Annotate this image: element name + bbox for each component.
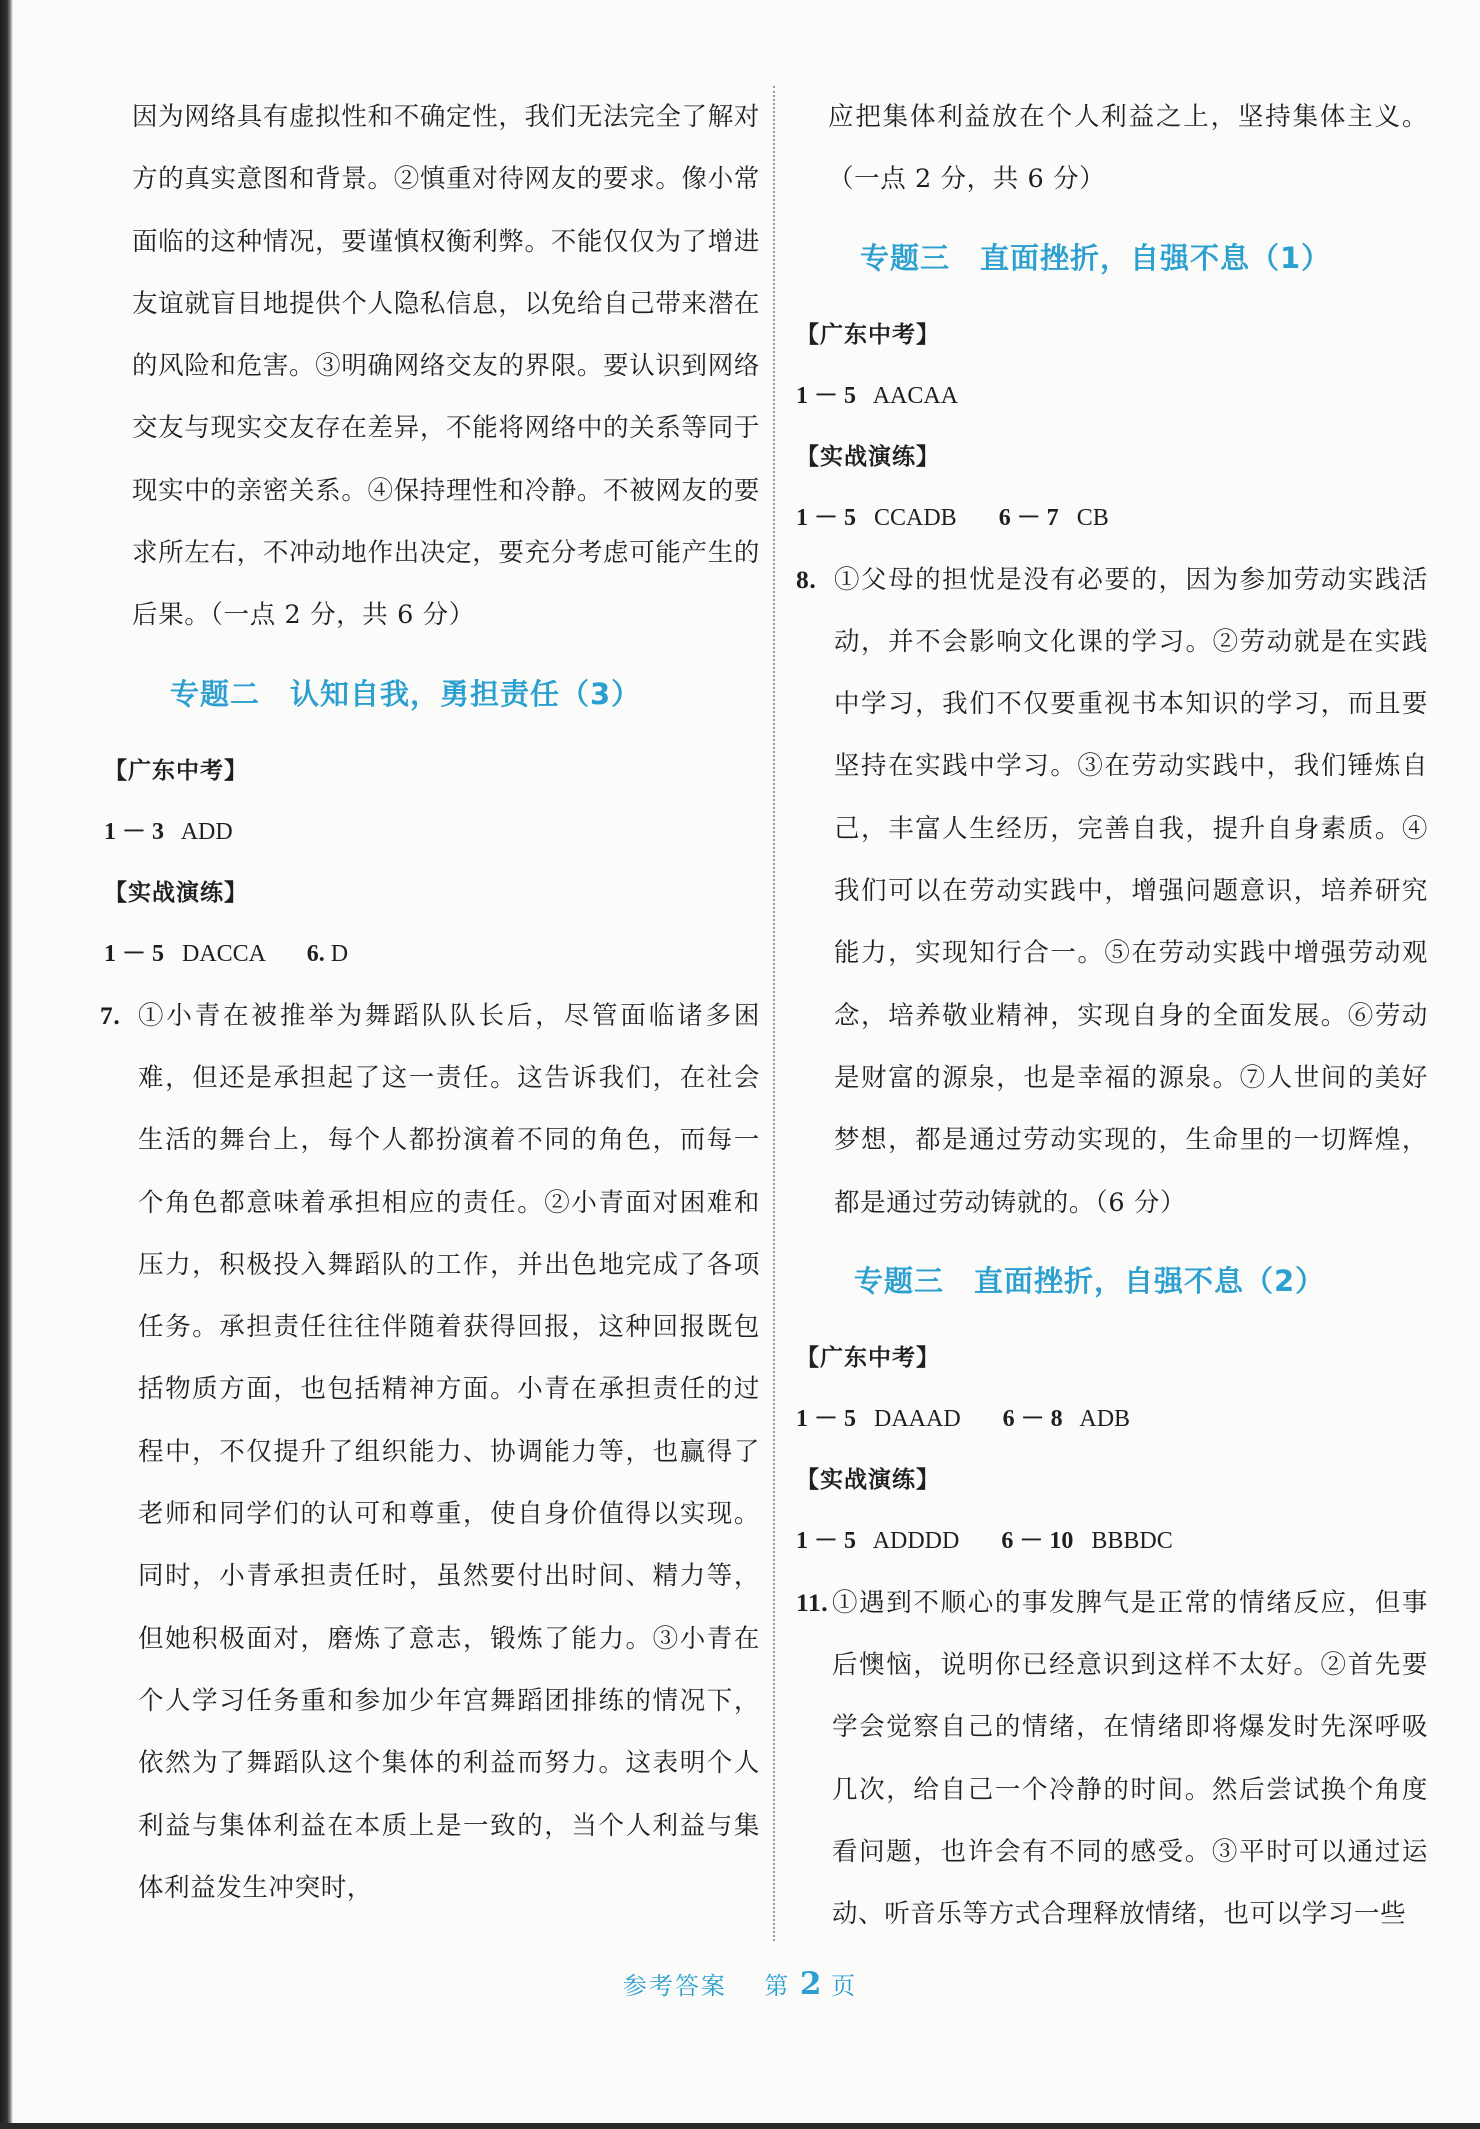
page-binding-edge	[0, 0, 13, 2129]
left-column	[100, 86, 760, 1919]
question-number: 7.	[100, 1000, 121, 1030]
answer-value: AACAA	[872, 382, 959, 409]
answer-line	[104, 924, 760, 985]
question-11-text: ①遇到不顺心的事发脾气是正常的情绪反应，但事后懊恼，说明你已经意识到这样不太好。②首先要学会觉察自己的情绪，在情绪即将爆发时先深呼吸几次，给自己一个冷静的时间。然后尝试换个角度看问题，也许会有不同的感受。③平时可以通过运动、听音乐等方式合理释放情绪，也可以学习一些	[832, 1587, 1428, 1930]
footer-label: 参考答案	[622, 1972, 727, 2000]
column-divider	[773, 86, 775, 1941]
answer-range: 1 － 5	[796, 382, 856, 409]
label-practice: 【实战演练】	[104, 879, 248, 906]
label-guangdong-exam: 【广东中考】	[796, 1344, 940, 1371]
answer-value: DAAAD	[874, 1405, 961, 1432]
answer-line	[796, 1511, 1428, 1572]
label-guangdong-exam: 【广东中考】	[104, 757, 248, 784]
answer-range: 6 － 10	[1001, 1527, 1074, 1554]
right-column	[796, 86, 1428, 1946]
answer-value: ADDDD	[872, 1527, 960, 1554]
question-number: 8.	[796, 564, 817, 594]
answer-value: CCADB	[874, 504, 957, 531]
label-practice: 【实战演练】	[796, 443, 940, 470]
label-practice: 【实战演练】	[796, 1466, 940, 1493]
footer-page-prefix: 第	[764, 1972, 791, 2000]
footer-page-suffix: 页	[831, 1972, 858, 2000]
footer-page-number: 2	[799, 1966, 822, 2002]
answer-value: DACCA	[182, 940, 265, 967]
section-heading-topic3-2: 专题三 直面挫折，自强不息（2）	[854, 1263, 1326, 1298]
continued-answer-text: 应把集体利益放在个人利益之上，坚持集体主义。（一点 2 分，共 6 分）	[828, 102, 1428, 195]
page-bottom-edge	[0, 2123, 1480, 2129]
answer-value: BBBDC	[1091, 1527, 1173, 1554]
answer-value: D	[330, 940, 349, 967]
section-heading-topic3-1: 专题三 直面挫折，自强不息（1）	[860, 240, 1332, 275]
answer-line	[796, 488, 1428, 549]
answer-value: CB	[1076, 504, 1109, 531]
answer-range: 1 － 3	[104, 818, 164, 845]
question-7-text: ①小青在被推举为舞蹈队队长后，尽管面临诸多困难，但还是承担起了这一责任。这告诉我们，在社会生活的舞台上，每个人都扮演着不同的角色，而每一个角色都意味着承担相应的责任。②小青面对困难和压力，积极投入舞蹈队的工作，并出色地完成了各项任务。承担责任往往伴随着获得回报，这种回报既包括物质方面，也包括精神方面。小青在承担责任的过程中，不仅提升了组织能力、协调能力等，也赢得了老师和同学们的认可和尊重，使自身价值得以实现。同时，小青承担责任时，虽然要付出时间、精力等，但她积极面对，磨炼了意志，锻炼了能力。③小青在个人学习任务重和参加少年宫舞蹈团排练的情况下，依然为了舞蹈队这个集体的利益而努力。这表明个人利益与集体利益在本质上是一致的，当个人利益与集体利益发生冲突时，	[138, 1000, 760, 1903]
answer-line	[796, 1389, 1428, 1450]
answer-line	[796, 366, 1428, 427]
answer-line	[104, 802, 760, 863]
answer-range: 1 － 5	[796, 1527, 856, 1554]
continued-answer-text: 因为网络具有虚拟性和不确定性，我们无法完全了解对方的真实意图和背景。②慎重对待网友的要求。像小常面临的这种情况，要谨慎权衡利弊。不能仅仅为了增进友谊就盲目地提供个人隐私信息，以免给自己带来潜在的风险和危害。③明确网络交友的界限。要认识到网络交友与现实交友存在差异，不能将网络中的关系等同于现实中的亲密关系。④保持理性和冷静。不被网友的要求所左右，不冲动地作出决定，要充分考虑可能产生的后果。（一点 2 分，共 6 分）	[132, 102, 760, 631]
answer-range: 1 － 5	[796, 504, 856, 531]
question-8-text: ①父母的担忧是没有必要的，因为参加劳动实践活动，并不会影响文化课的学习。②劳动就是在实践中学习，我们不仅要重视书本知识的学习，而且要坚持在实践中学习。③在劳动实践中，我们锤炼自己，丰富人生经历，完善自我，提升自身素质。④我们可以在劳动实践中，增强问题意识，培养研究能力，实现知行合一。⑤在劳动实践中增强劳动观念，培养敬业精神，实现自身的全面发展。⑥劳动是财富的源泉，也是幸福的源泉。⑦人世间的美好梦想，都是通过劳动实现的，生命里的一切辉煌，都是通过劳动铸就的。（6 分）	[834, 564, 1428, 1218]
question-number: 11.	[796, 1587, 829, 1617]
page-footer	[0, 1966, 1480, 2002]
answer-range: 1 － 5	[104, 940, 164, 967]
label-guangdong-exam: 【广东中考】	[796, 321, 940, 348]
answer-range: 1 － 5	[796, 1405, 856, 1432]
answer-range: 6 － 7	[998, 504, 1059, 531]
answer-number: 6.	[306, 940, 325, 967]
answer-range: 6 － 8	[1002, 1405, 1063, 1432]
answer-value: ADB	[1079, 1405, 1131, 1432]
question-7-answer	[100, 985, 760, 1919]
answer-value: ADD	[180, 818, 233, 845]
question-8-answer	[796, 549, 1428, 1234]
question-11-answer	[796, 1572, 1428, 1946]
section-heading-topic2-3: 专题二 认知自我，勇担责任（3）	[170, 676, 642, 711]
